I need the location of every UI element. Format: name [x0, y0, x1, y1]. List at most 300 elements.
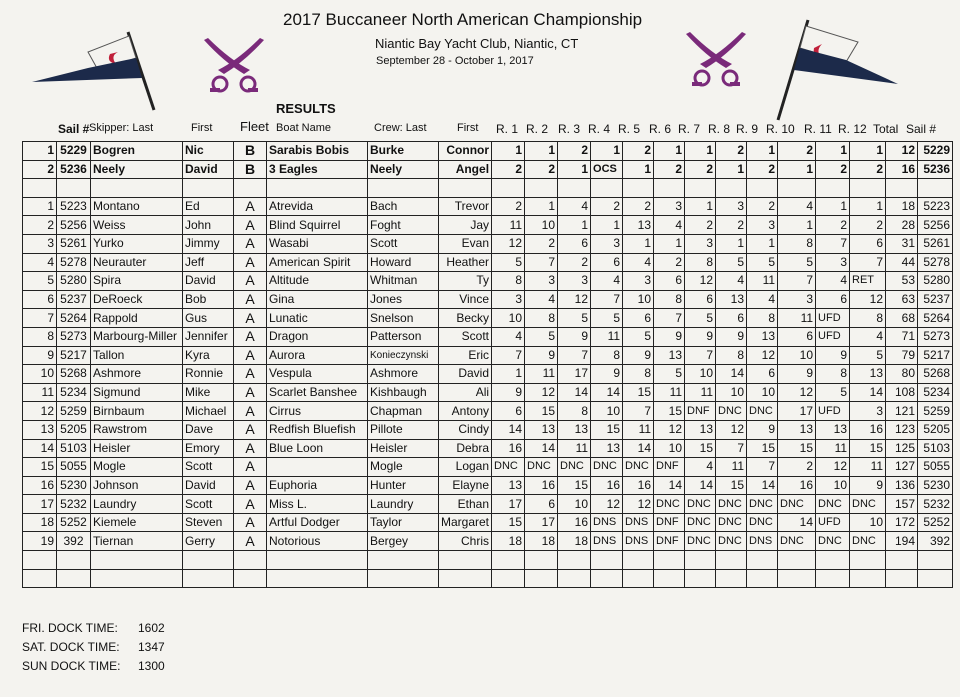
race-result-cell: 4 — [558, 197, 591, 216]
sail-end-cell: 5103 — [918, 439, 953, 458]
place-cell: 8 — [23, 327, 57, 346]
race-result-cell: 8 — [558, 402, 591, 421]
race-result-cell: 18 — [492, 532, 525, 551]
crew-first-cell: David — [439, 365, 492, 384]
race-result-cell: 13 — [816, 420, 850, 439]
race-result-cell: 1 — [525, 197, 558, 216]
sail-end-cell: 5264 — [918, 309, 953, 328]
sail-cell: 5229 — [57, 142, 91, 161]
race-result-cell: 1 — [558, 160, 591, 179]
blank-cell — [816, 179, 850, 198]
race-result-cell: 6 — [623, 309, 654, 328]
blank-row — [23, 569, 953, 588]
race-result-cell: 11 — [623, 420, 654, 439]
crew-last-cell: Pillote — [368, 420, 439, 439]
blank-cell — [492, 551, 525, 570]
blank-cell — [591, 179, 623, 198]
dock-time-sat — [22, 640, 165, 654]
race-result-cell: 6 — [716, 309, 747, 328]
race-result-cell: OCS — [591, 160, 623, 179]
race-result-cell: 6 — [747, 365, 778, 384]
boat-name-cell: Aurora — [267, 346, 368, 365]
sail-end-cell: 5273 — [918, 327, 953, 346]
place-cell: 14 — [23, 439, 57, 458]
race-result-cell: 10 — [685, 365, 716, 384]
race-result-cell: 7 — [716, 439, 747, 458]
header-skipper-last: Skipper: Last — [89, 122, 154, 134]
race-result-cell: DNC — [747, 495, 778, 514]
blank-cell — [623, 569, 654, 588]
race-result-cell: 10 — [591, 402, 623, 421]
race-result-cell: UFD — [816, 513, 850, 532]
crossed-swords-icon-left — [198, 36, 270, 98]
crew-last-cell: Heisler — [368, 439, 439, 458]
boat-name-cell: Scarlet Banshee — [267, 383, 368, 402]
blank-cell — [654, 179, 685, 198]
blank-cell — [23, 551, 57, 570]
fleet-cell: A — [234, 495, 267, 514]
race-result-cell: 13 — [591, 439, 623, 458]
race-result-cell: 2 — [850, 160, 886, 179]
race-result-cell: 5 — [685, 309, 716, 328]
race-result-cell: 15 — [778, 439, 816, 458]
race-result-cell: 13 — [558, 420, 591, 439]
blank-cell — [747, 569, 778, 588]
race-result-cell: 6 — [525, 495, 558, 514]
crew-last-cell: Jones — [368, 290, 439, 309]
crew-first-cell: Logan — [439, 458, 492, 477]
sail-cell: 5264 — [57, 309, 91, 328]
blank-cell — [183, 569, 234, 588]
sail-end-cell: 5278 — [918, 253, 953, 272]
race-result-cell: 8 — [492, 272, 525, 291]
race-result-cell: UFD — [816, 327, 850, 346]
race-result-cell: 4 — [816, 272, 850, 291]
race-result-cell: 7 — [591, 290, 623, 309]
race-result-cell: DNC — [747, 513, 778, 532]
race-result-cell: 11 — [492, 216, 525, 235]
blank-cell — [525, 179, 558, 198]
total-cell: 80 — [886, 365, 918, 384]
race-result-cell: 2 — [623, 197, 654, 216]
race-result-cell: DNC — [716, 402, 747, 421]
blank-cell — [234, 569, 267, 588]
skipper-last-cell: Rappold — [91, 309, 183, 328]
sail-cell: 5236 — [57, 160, 91, 179]
blank-cell — [918, 551, 953, 570]
total-cell: 28 — [886, 216, 918, 235]
skipper-first-cell: Kyra — [183, 346, 234, 365]
race-result-cell: DNC — [816, 495, 850, 514]
race-result-cell: 13 — [685, 420, 716, 439]
race-result-cell: 9 — [525, 346, 558, 365]
skipper-last-cell: DeRoeck — [91, 290, 183, 309]
race-result-cell: 9 — [747, 420, 778, 439]
race-result-cell: 2 — [685, 160, 716, 179]
place-cell: 18 — [23, 513, 57, 532]
race-result-cell: 15 — [591, 420, 623, 439]
sail-cell: 5103 — [57, 439, 91, 458]
race-result-cell: 7 — [654, 309, 685, 328]
race-result-cell: 4 — [685, 458, 716, 477]
crew-last-cell: Bach — [368, 197, 439, 216]
sail-cell: 5230 — [57, 476, 91, 495]
blank-cell — [918, 179, 953, 198]
table-row — [23, 513, 953, 532]
race-result-cell: 5 — [591, 309, 623, 328]
race-result-cell: 7 — [525, 253, 558, 272]
total-cell: 63 — [886, 290, 918, 309]
boat-name-cell: Dragon — [267, 327, 368, 346]
blank-cell — [685, 551, 716, 570]
blank-cell — [439, 551, 492, 570]
race-result-cell: 15 — [525, 402, 558, 421]
blank-cell — [816, 569, 850, 588]
sail-cell: 5234 — [57, 383, 91, 402]
race-result-cell: 10 — [747, 383, 778, 402]
place-cell: 10 — [23, 365, 57, 384]
blank-cell — [91, 569, 183, 588]
race-result-cell: 15 — [747, 439, 778, 458]
boat-name-cell: Lunatic — [267, 309, 368, 328]
race-result-cell: DNC — [654, 495, 685, 514]
skipper-first-cell: Michael — [183, 402, 234, 421]
blank-cell — [267, 551, 368, 570]
crew-first-cell: Eric — [439, 346, 492, 365]
header-fleet: Fleet — [240, 119, 269, 134]
fleet-cell: A — [234, 458, 267, 477]
race-result-cell: 15 — [850, 439, 886, 458]
race-result-cell: 12 — [591, 495, 623, 514]
place-cell: 19 — [23, 532, 57, 551]
race-result-cell: 11 — [525, 365, 558, 384]
boat-name-cell: Miss L. — [267, 495, 368, 514]
skipper-first-cell: Mike — [183, 383, 234, 402]
boat-name-cell: Cirrus — [267, 402, 368, 421]
skipper-last-cell: Laundry — [91, 495, 183, 514]
total-cell: 16 — [886, 160, 918, 179]
race-result-cell: 6 — [558, 234, 591, 253]
blank-cell — [91, 179, 183, 198]
skipper-last-cell: Birnbaum — [91, 402, 183, 421]
blank-cell — [886, 551, 918, 570]
blank-cell — [623, 551, 654, 570]
skipper-last-cell: Yurko — [91, 234, 183, 253]
race-result-cell: 15 — [716, 476, 747, 495]
fleet-cell: A — [234, 234, 267, 253]
blank-cell — [57, 551, 91, 570]
table-row — [23, 458, 953, 477]
header-sail: Sail # — [58, 122, 90, 136]
race-result-cell: 8 — [747, 309, 778, 328]
race-result-cell: 4 — [591, 272, 623, 291]
dock-time-label: SAT. DOCK TIME: — [22, 640, 120, 654]
place-cell: 7 — [23, 309, 57, 328]
skipper-first-cell: Ed — [183, 197, 234, 216]
sail-end-cell: 5259 — [918, 402, 953, 421]
race-result-cell: 6 — [816, 290, 850, 309]
blank-cell — [234, 179, 267, 198]
boat-name-cell: Notorious — [267, 532, 368, 551]
race-result-cell: 4 — [747, 290, 778, 309]
race-result-cell: DNC — [816, 532, 850, 551]
boat-name-cell: Gina — [267, 290, 368, 309]
sail-cell: 5055 — [57, 458, 91, 477]
fleet-cell: A — [234, 513, 267, 532]
race-result-cell: 11 — [591, 327, 623, 346]
race-result-cell: 2 — [558, 142, 591, 161]
blank-cell — [591, 569, 623, 588]
place-cell: 11 — [23, 383, 57, 402]
table-row — [23, 309, 953, 328]
blank-cell — [234, 551, 267, 570]
race-result-cell: 2 — [747, 160, 778, 179]
crew-first-cell: Chris — [439, 532, 492, 551]
race-result-cell: 2 — [623, 142, 654, 161]
blank-cell — [439, 179, 492, 198]
race-result-cell: 16 — [850, 420, 886, 439]
header-sail-end: Sail # — [906, 122, 937, 136]
race-result-cell: DNC — [685, 495, 716, 514]
race-result-cell: 3 — [591, 234, 623, 253]
blank-cell — [368, 569, 439, 588]
sail-end-cell: 5234 — [918, 383, 953, 402]
crew-first-cell: Becky — [439, 309, 492, 328]
place-cell: 13 — [23, 420, 57, 439]
table-row — [23, 216, 953, 235]
results-table — [22, 141, 953, 588]
skipper-first-cell: Jennifer — [183, 327, 234, 346]
race-result-cell: 12 — [525, 383, 558, 402]
place-cell: 3 — [23, 234, 57, 253]
place-cell: 15 — [23, 458, 57, 477]
race-result-cell: 15 — [623, 383, 654, 402]
race-result-cell: 3 — [558, 272, 591, 291]
blank-cell — [57, 179, 91, 198]
race-result-cell: 2 — [716, 216, 747, 235]
race-result-cell: 10 — [850, 513, 886, 532]
race-result-cell: 16 — [623, 476, 654, 495]
crew-last-cell: Neely — [368, 160, 439, 179]
race-result-cell: 9 — [816, 346, 850, 365]
race-result-cell: 3 — [492, 290, 525, 309]
crew-first-cell: Connor — [439, 142, 492, 161]
race-result-cell: 8 — [525, 309, 558, 328]
place-cell: 17 — [23, 495, 57, 514]
blank-cell — [778, 179, 816, 198]
blank-cell — [439, 569, 492, 588]
blank-cell — [850, 551, 886, 570]
skipper-first-cell: Dave — [183, 420, 234, 439]
sail-end-cell: 5232 — [918, 495, 953, 514]
boat-name-cell: Redfish Bluefish — [267, 420, 368, 439]
results-heading: RESULTS — [276, 101, 336, 116]
skipper-last-cell: Mogle — [91, 458, 183, 477]
sail-end-cell: 5205 — [918, 420, 953, 439]
crew-last-cell: Scott — [368, 234, 439, 253]
dock-time-sun — [22, 659, 165, 673]
race-result-cell: DNS — [623, 513, 654, 532]
skipper-last-cell: Tallon — [91, 346, 183, 365]
sail-end-cell: 5261 — [918, 234, 953, 253]
race-result-cell: 13 — [850, 365, 886, 384]
dock-time-value: 1347 — [138, 640, 165, 654]
race-result-cell: 1 — [654, 142, 685, 161]
total-cell: 157 — [886, 495, 918, 514]
race-result-cell: 5 — [747, 253, 778, 272]
skipper-first-cell: Scott — [183, 458, 234, 477]
crew-last-cell: Laundry — [368, 495, 439, 514]
race-result-cell: DNF — [654, 532, 685, 551]
total-cell: 194 — [886, 532, 918, 551]
header-race-11: R. 11 — [804, 122, 832, 136]
fleet-cell: A — [234, 420, 267, 439]
race-result-cell: 2 — [778, 142, 816, 161]
blank-cell — [57, 569, 91, 588]
boat-name-cell — [267, 458, 368, 477]
race-result-cell: 14 — [525, 439, 558, 458]
header-race-9: R. 9 — [736, 122, 759, 136]
race-result-cell: 5 — [716, 253, 747, 272]
burgee-flag-icon-left — [28, 30, 158, 112]
race-result-cell: 1 — [591, 216, 623, 235]
skipper-last-cell: Bogren — [91, 142, 183, 161]
race-result-cell: 7 — [558, 346, 591, 365]
race-result-cell: 6 — [492, 402, 525, 421]
blank-cell — [654, 569, 685, 588]
race-result-cell: 7 — [747, 458, 778, 477]
race-result-cell: 6 — [778, 327, 816, 346]
sail-cell: 5256 — [57, 216, 91, 235]
race-result-cell: 8 — [591, 346, 623, 365]
sail-cell: 5223 — [57, 197, 91, 216]
race-result-cell: 14 — [558, 383, 591, 402]
race-result-cell: 5 — [492, 253, 525, 272]
header-crew-first: First — [457, 122, 479, 134]
skipper-last-cell: Heisler — [91, 439, 183, 458]
skipper-first-cell: Steven — [183, 513, 234, 532]
race-result-cell: 1 — [623, 160, 654, 179]
race-result-cell: DNS — [623, 532, 654, 551]
race-result-cell: 15 — [492, 513, 525, 532]
skipper-last-cell: Sigmund — [91, 383, 183, 402]
sail-cell: 5252 — [57, 513, 91, 532]
crew-last-cell: Foght — [368, 216, 439, 235]
place-cell: 1 — [23, 142, 57, 161]
header-race-4: R. 4 — [588, 122, 611, 136]
race-result-cell: 17 — [492, 495, 525, 514]
race-result-cell: DNC — [591, 458, 623, 477]
fleet-cell: B — [234, 142, 267, 161]
crew-last-cell: Burke — [368, 142, 439, 161]
skipper-first-cell: Gus — [183, 309, 234, 328]
table-row — [23, 253, 953, 272]
sail-cell: 392 — [57, 532, 91, 551]
dock-time-value: 1300 — [138, 659, 165, 673]
table-row — [23, 402, 953, 421]
race-result-cell: 1 — [747, 142, 778, 161]
header-crew-last: Crew: Last — [374, 122, 427, 134]
race-result-cell: 8 — [850, 309, 886, 328]
race-result-cell: 2 — [654, 253, 685, 272]
total-cell: 79 — [886, 346, 918, 365]
blank-cell — [492, 179, 525, 198]
header-total: Total — [873, 122, 899, 136]
sail-end-cell: 5055 — [918, 458, 953, 477]
race-result-cell: 11 — [778, 309, 816, 328]
blank-cell — [747, 179, 778, 198]
crew-last-cell: Whitman — [368, 272, 439, 291]
race-result-cell: 11 — [685, 383, 716, 402]
race-result-cell: 3 — [716, 197, 747, 216]
blank-cell — [558, 551, 591, 570]
blank-cell — [267, 179, 368, 198]
crew-last-cell: Patterson — [368, 327, 439, 346]
race-result-cell: 4 — [525, 290, 558, 309]
place-cell: 2 — [23, 216, 57, 235]
race-result-cell: 8 — [778, 234, 816, 253]
race-result-cell: DNC — [525, 458, 558, 477]
race-result-cell: 13 — [716, 290, 747, 309]
race-result-cell: 2 — [747, 197, 778, 216]
race-result-cell: DNF — [685, 402, 716, 421]
skipper-first-cell: Nic — [183, 142, 234, 161]
race-result-cell: 12 — [747, 346, 778, 365]
race-result-cell: 11 — [850, 458, 886, 477]
race-result-cell: 7 — [623, 402, 654, 421]
dock-time-label: FRI. DOCK TIME: — [22, 621, 118, 635]
race-result-cell: 1 — [558, 216, 591, 235]
fleet-cell: A — [234, 309, 267, 328]
sail-end-cell: 5230 — [918, 476, 953, 495]
table-row — [23, 383, 953, 402]
race-result-cell: 11 — [747, 272, 778, 291]
crew-first-cell: Evan — [439, 234, 492, 253]
header-race-12: R. 12 — [838, 122, 867, 136]
total-cell: 71 — [886, 327, 918, 346]
race-result-cell: DNC — [850, 532, 886, 551]
sail-cell: 5217 — [57, 346, 91, 365]
race-result-cell: 2 — [685, 216, 716, 235]
race-result-cell: 10 — [492, 309, 525, 328]
crew-first-cell: Vince — [439, 290, 492, 309]
crew-first-cell: Scott — [439, 327, 492, 346]
total-cell: 125 — [886, 439, 918, 458]
blank-row — [23, 551, 953, 570]
skipper-first-cell: Gerry — [183, 532, 234, 551]
race-result-cell: 1 — [850, 197, 886, 216]
skipper-last-cell: Rawstrom — [91, 420, 183, 439]
sail-cell: 5268 — [57, 365, 91, 384]
race-result-cell: 16 — [591, 476, 623, 495]
race-result-cell: 8 — [654, 290, 685, 309]
blank-cell — [91, 551, 183, 570]
race-result-cell: DNC — [716, 513, 747, 532]
burgee-flag-icon-right — [774, 18, 904, 122]
race-result-cell: 10 — [778, 346, 816, 365]
race-result-cell: 9 — [716, 327, 747, 346]
blank-cell — [716, 551, 747, 570]
race-result-cell: 12 — [623, 495, 654, 514]
race-result-cell: 1 — [685, 142, 716, 161]
table-row — [23, 495, 953, 514]
table-row — [23, 365, 953, 384]
race-result-cell: 8 — [816, 365, 850, 384]
race-result-cell: 3 — [816, 253, 850, 272]
skipper-first-cell: Jeff — [183, 253, 234, 272]
sail-end-cell: 5268 — [918, 365, 953, 384]
race-result-cell: DNC — [716, 495, 747, 514]
